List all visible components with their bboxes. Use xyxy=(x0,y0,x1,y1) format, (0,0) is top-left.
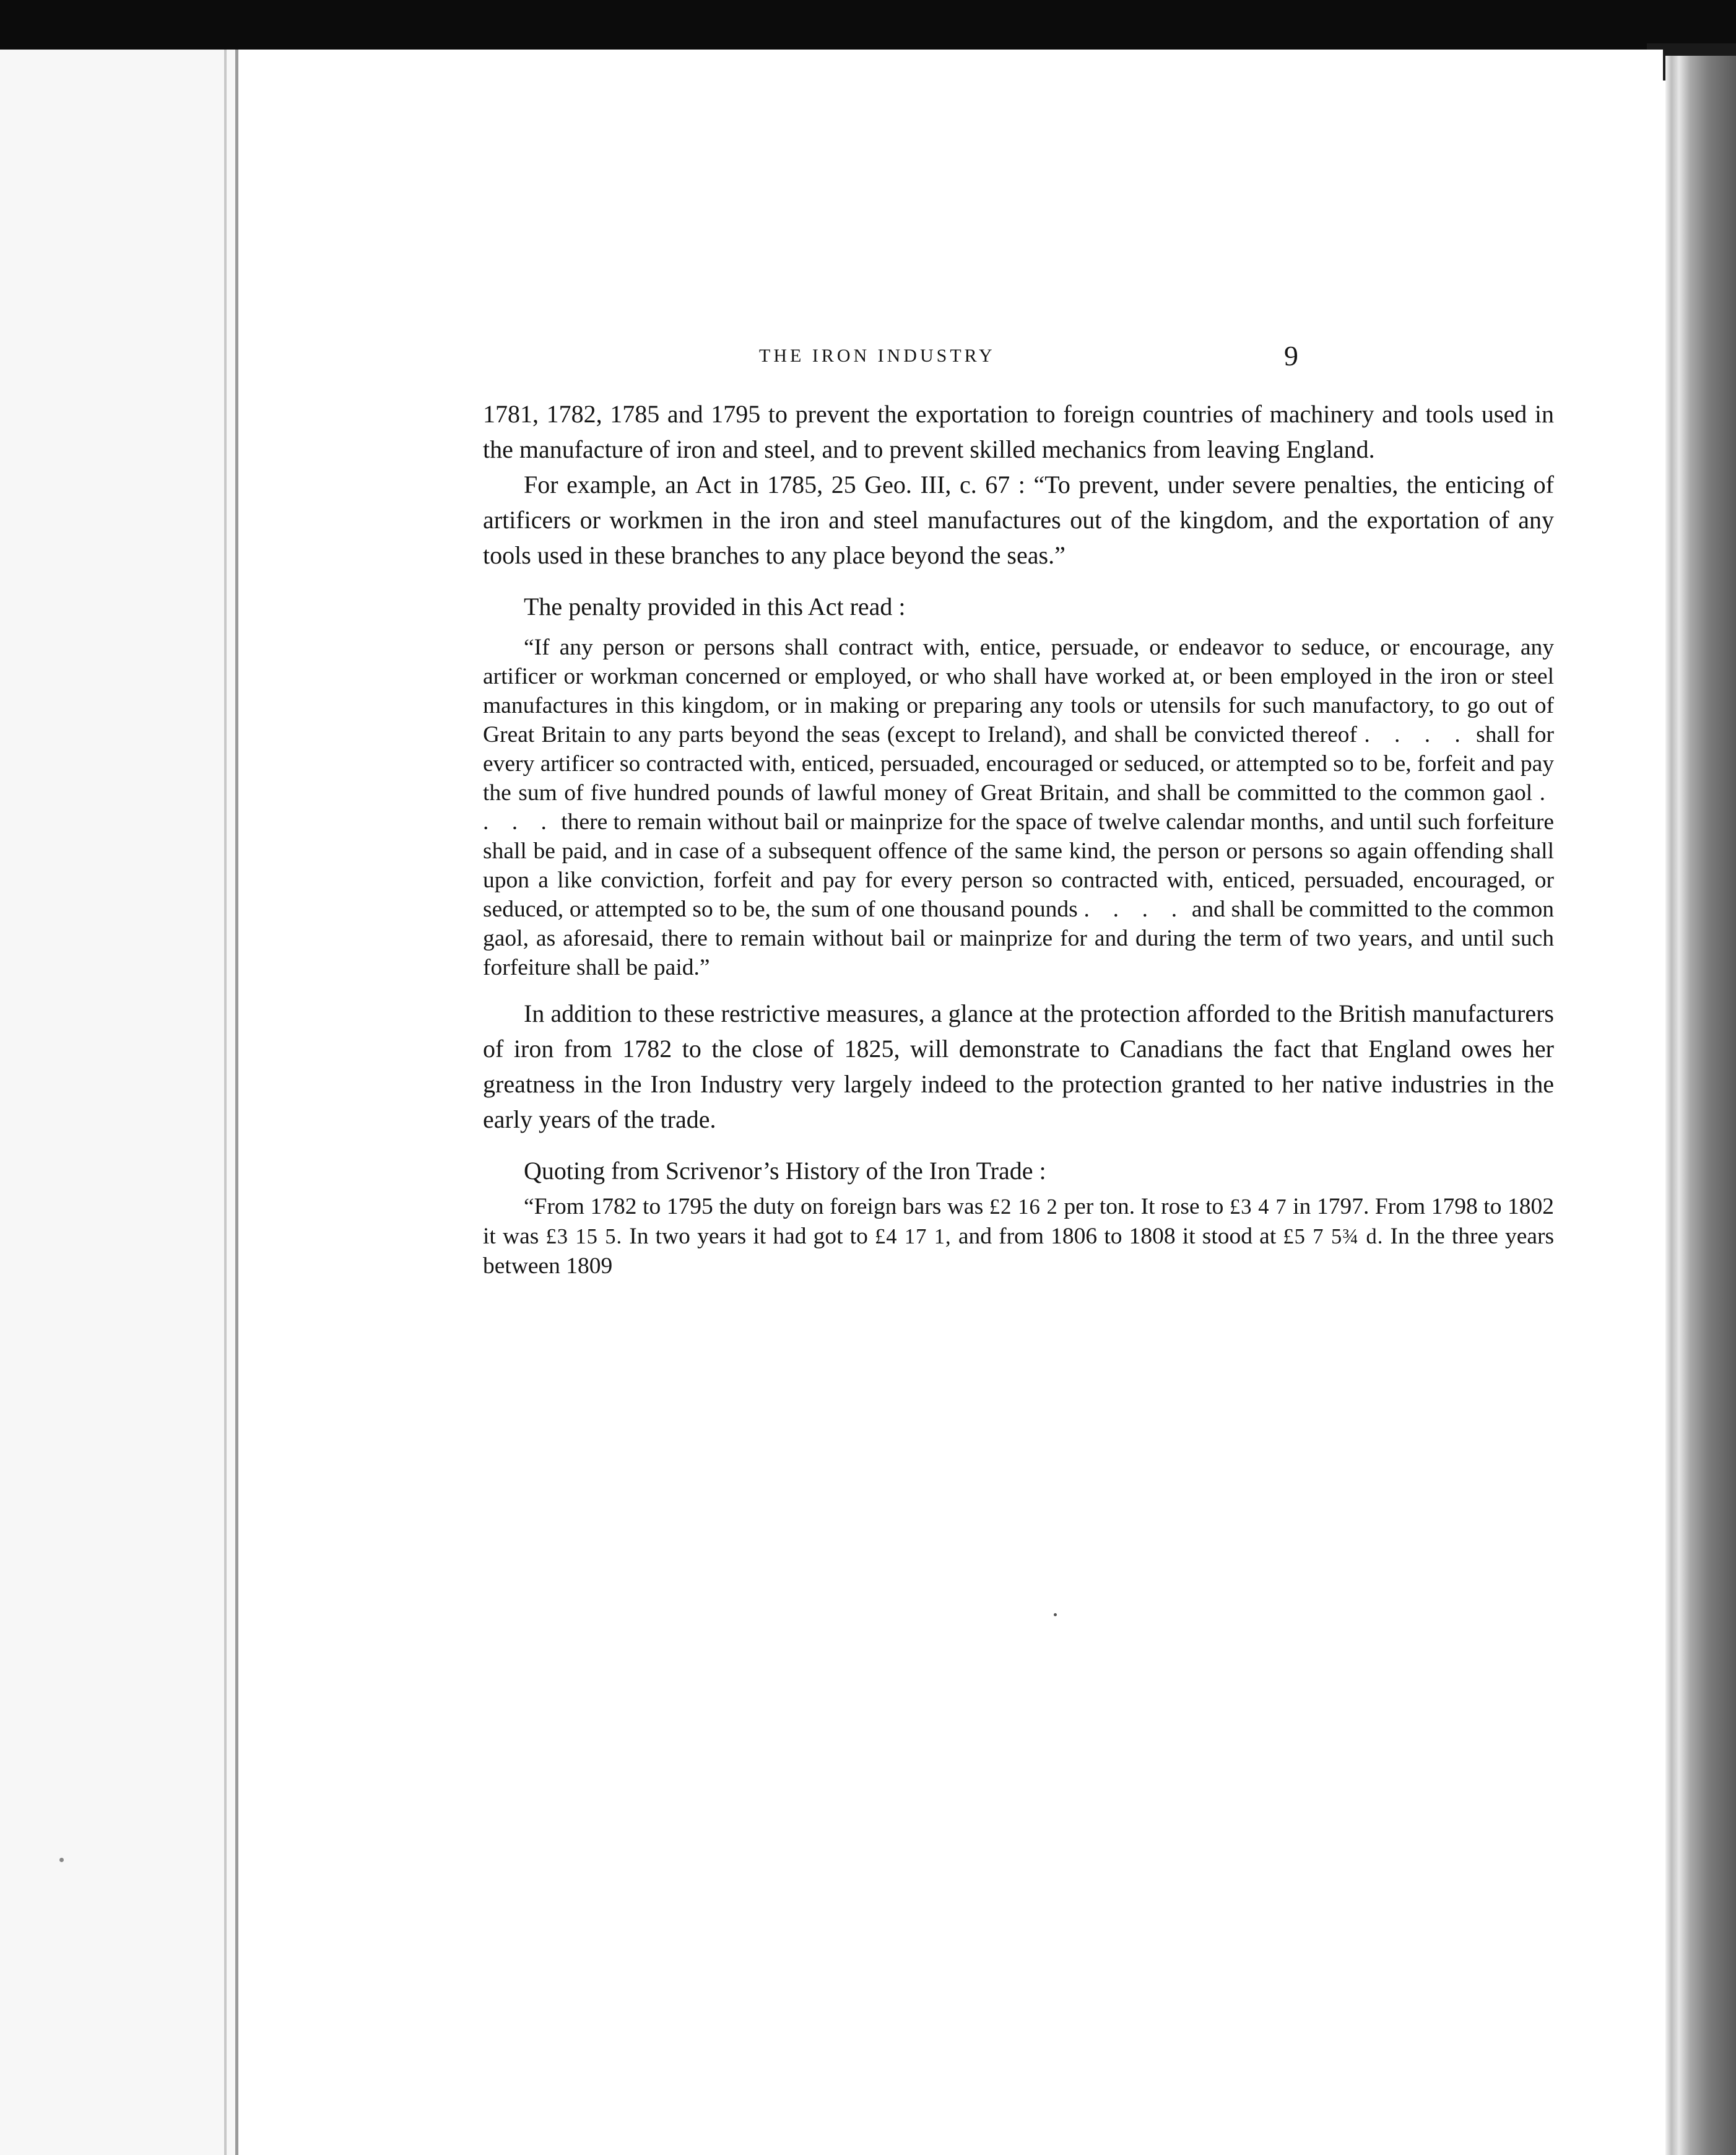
ellipsis: . . . . xyxy=(483,780,1554,835)
quote-text: per ton. It rose to xyxy=(1064,1194,1224,1219)
page-text xyxy=(483,396,1554,1294)
quote-text: In the three years between 1809 xyxy=(483,1224,1555,1279)
quote-part: shall for every artificer so contracted with, enticed, persuaded, encouraged or seduced, or attempted so to be, forfeit and pay the sum of five hundred pounds of lawful money of Great Britain, and shall be committed to the common gaol xyxy=(483,722,1555,806)
quote-text: In two years it had got to xyxy=(629,1224,868,1249)
ellipsis: . . . . xyxy=(1083,897,1186,922)
running-head xyxy=(239,340,1663,383)
quote-part: there to remain without bail or mainprize for the space of twelve calendar months, and until such forfeiture shall be paid, and in case of a subsequent offence of the same kind, the person or persons so again offending shall upon a like conviction, forfeit and pay for every person so contracted with, enticed, persuaded, encouraged, or seduced, or attempted so to be, the sum of one thousand pounds xyxy=(483,809,1555,922)
page-number: 9 xyxy=(1284,340,1298,372)
running-title: THE IRON INDUSTRY xyxy=(759,346,996,366)
duty-quote xyxy=(483,1192,1554,1281)
paragraph-quoting-intro: Quoting from Scrivenor’s History of the Iron Trade : xyxy=(524,1157,1046,1185)
penalty-quote xyxy=(483,633,1554,982)
ellipsis: . . . . xyxy=(1364,722,1469,747)
duty-value: £4 17 1, xyxy=(875,1225,952,1248)
book-page xyxy=(239,50,1663,2155)
paper-speck xyxy=(1054,1613,1057,1616)
quote-part: and shall be committed to the common gaol, as aforesaid, there to remain without bail or mainprize for and during the term of two years, and until such forfeiture shall be paid.” xyxy=(483,897,1555,980)
duty-value: £5 7 5¾ d. xyxy=(1283,1225,1384,1248)
quote-text: “From 1782 to 1795 the duty on foreign bars was xyxy=(524,1194,984,1219)
scan-border-top xyxy=(0,0,1736,50)
quote-text: and from 1806 to 1808 it stood at xyxy=(958,1224,1277,1249)
duty-value: £2 16 2 xyxy=(989,1195,1058,1219)
book-edge-right xyxy=(1665,56,1736,2155)
facing-page-edge xyxy=(0,50,238,2155)
quote-part: “If any person or persons shall contract with, entice, persuade, or endeavor to seduce, or encourage, any artificer or workman concerned or employed, or who shall have worked at, or been employed in the iron or steel manufactures in this kingdom, or in making or preparing any tools or utensils for such manufactory, to go out of Great Britain to any parts beyond the seas (except to Ireland), and shall be convicted thereof xyxy=(483,635,1554,747)
paper-speck xyxy=(59,1858,64,1862)
paragraph-protection: In addition to these restrictive measures, a glance at the protection afforded to the British manufacturers of iron from 1782 to the close of 1825, will demonstrate to Canadians the fact that England owes her greatness in the Iron Industry very largely indeed to the protection granted to her native industries in the early years of the trade. xyxy=(483,999,1554,1133)
duty-value: £3 4 7 xyxy=(1229,1195,1287,1219)
quote-text: in 1797. From 1798 to 1802 it was xyxy=(483,1194,1555,1249)
duty-value: £3 15 5. xyxy=(545,1225,623,1248)
paragraph-act-example: For example, an Act in 1785, 25 Geo. III, c. 67 : “To prevent, under severe penalties, the enticing of artificers or workmen in the iron and steel manufactures out of the kingdom, and the exportation of any tools used in these branches to any place beyond the seas.” xyxy=(483,471,1554,569)
paragraph-continuation: 1781, 1782, 1785 and 1795 to prevent the exportation to foreign countries of machinery and tools used in the manufacture of iron and steel, and to prevent skilled mechanics from leaving England. xyxy=(483,400,1554,463)
page-gutter-line xyxy=(224,50,227,2155)
paragraph-penalty-intro: The penalty provided in this Act read : xyxy=(524,593,906,620)
